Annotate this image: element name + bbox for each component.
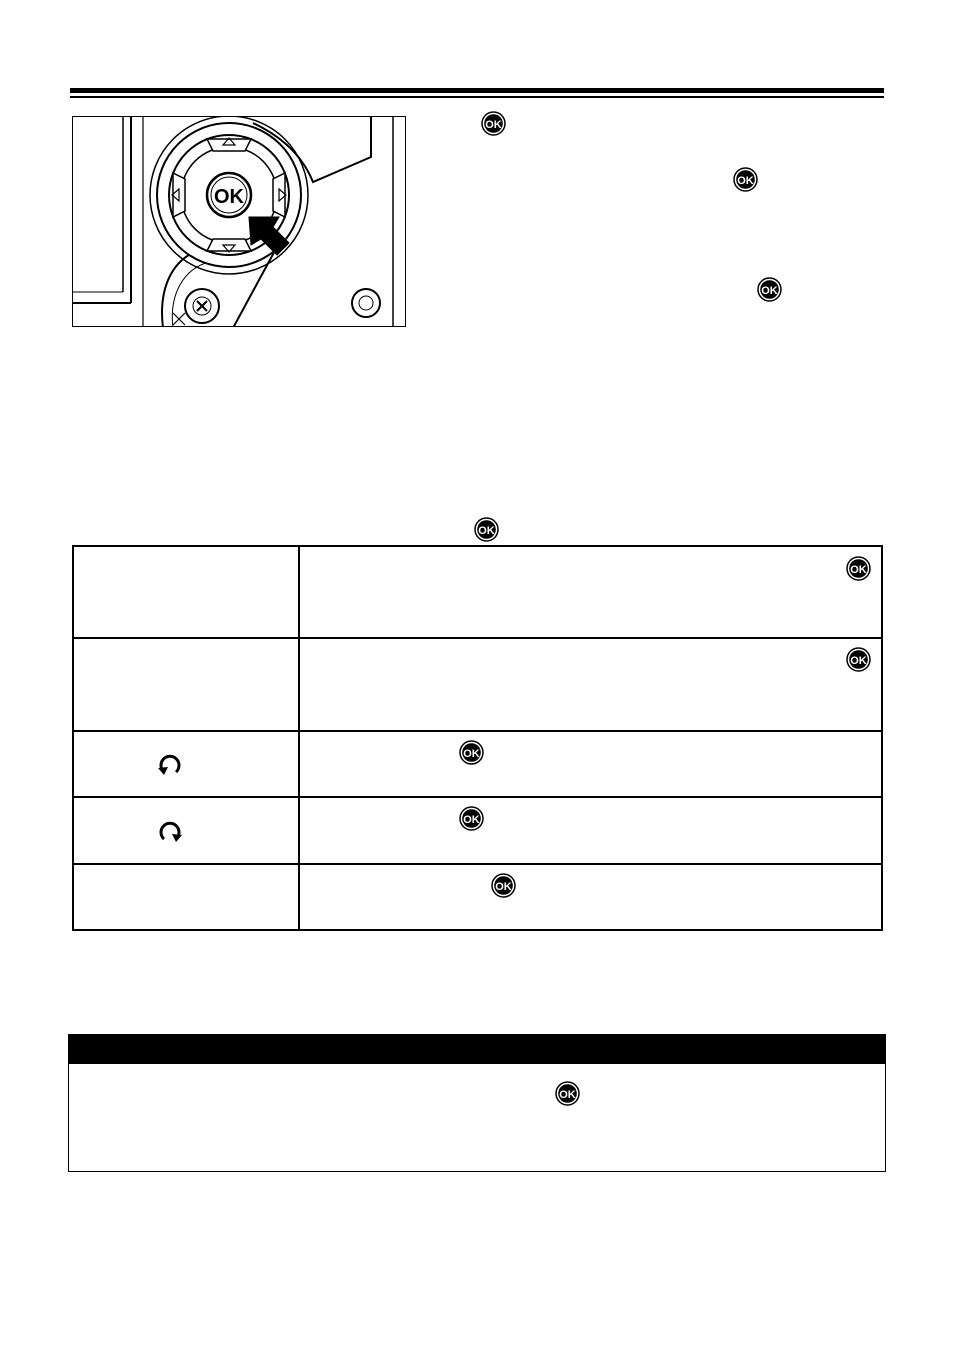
table-row (73, 731, 882, 797)
svg-text:OK: OK (463, 814, 480, 827)
table-cell-left (73, 638, 299, 730)
svg-text:OK: OK (495, 880, 512, 893)
svg-text:OK: OK (850, 564, 867, 576)
table-cell-right (299, 797, 882, 863)
ok-circle-icon (491, 873, 516, 898)
operations-table (72, 545, 883, 931)
table-cell-right (299, 731, 882, 797)
note-heading (69, 1035, 885, 1064)
table-cell-left (73, 546, 299, 638)
svg-text:OK: OK (850, 655, 867, 668)
ok-circle-icon (459, 806, 484, 831)
svg-text:OK: OK (463, 747, 480, 760)
header-rule-thick (70, 88, 884, 93)
table-cell-left (73, 797, 299, 863)
camera-dial-figure (72, 116, 406, 327)
table-row (73, 797, 882, 863)
note-box (68, 1034, 886, 1172)
rotate-clockwise-icon (156, 819, 184, 847)
table-row (73, 546, 882, 638)
ok-circle-icon (757, 277, 782, 302)
ok-circle-icon (555, 1081, 580, 1106)
ok-circle-icon (459, 740, 484, 765)
table-row (73, 864, 882, 930)
ok-circle-icon (846, 647, 871, 672)
table-cell-right (299, 546, 882, 638)
camera-dial-illustration (73, 117, 406, 327)
ok-circle-icon (474, 517, 499, 542)
ok-circle-icon (846, 556, 871, 581)
svg-text:OK: OK (737, 175, 754, 187)
rotate-counterclockwise-icon (156, 752, 184, 780)
header-rule-thin (70, 96, 884, 98)
svg-text:OK: OK (485, 119, 502, 131)
ok-circle-icon (733, 167, 758, 192)
table-cell-left (73, 731, 299, 797)
table-cell-right (299, 638, 882, 730)
table-row (73, 638, 882, 730)
figure-ok-label: OK (214, 186, 244, 208)
ok-circle-icon (481, 111, 506, 136)
svg-text:OK: OK (761, 285, 778, 297)
svg-text:OK: OK (559, 1089, 576, 1101)
svg-text:OK: OK (478, 525, 495, 537)
table-cell-right (299, 864, 882, 930)
table-cell-left (73, 864, 299, 930)
